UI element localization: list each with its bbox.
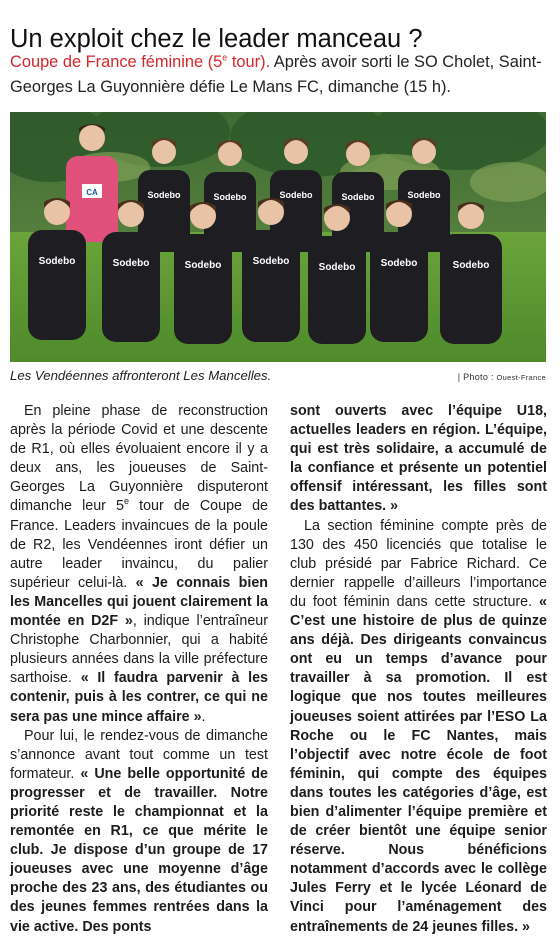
photo-credit-prefix: | Photo : xyxy=(457,372,497,382)
p1-text-b: tour de Coupe de France. Leaders invaincues de la poule de R2, les Vendéennes iront défier un autre leader invaincu, du palier supérieur celui-là. xyxy=(10,498,268,591)
body-paragraph-1 xyxy=(10,402,268,727)
p1-sup: e xyxy=(124,496,130,507)
jersey-sponsor: Sodebo xyxy=(252,256,290,267)
p3-text-a: La section féminine compte près de 130 des 450 licenciés que totalise le club présidé par Fabrice Richard. Ce dernier rappelle d’ailleurs l’importance du foot féminin dans cette structure. xyxy=(290,517,547,610)
jersey-sponsor: Sodebo xyxy=(147,190,181,200)
body-paragraph-2 xyxy=(10,727,268,937)
lead-text: Après avoir sorti le SO Cholet, Saint-Georges La Guyonnière défie Le Mans FC, dimanche (15 h). xyxy=(10,53,542,96)
team-photo-illustration xyxy=(10,112,546,362)
p2-quote: « Une belle opportunité de progresser et de travailler. Notre priorité reste le championnat et la remontée en R1, ce que mérite le club. Je dispose d’un groupe de 17 joueuses avec une moyenne d’âge proche des 23 ans, des étudiantes ou des jeunes femmes rentrées dans la vie active. Des ponts xyxy=(10,765,268,935)
jersey-sponsor: Sodebo xyxy=(38,256,76,267)
jersey-sponsor: Sodebo xyxy=(341,192,375,202)
p1-quote-1: « Je connais bien les Mancelles qui jouent clairement la montée en D2F » xyxy=(10,574,269,630)
jersey-sponsor: Sodebo xyxy=(184,260,222,271)
body-column-right xyxy=(290,402,547,937)
body-paragraph-2-cont xyxy=(290,402,547,517)
body-paragraph-3 xyxy=(290,517,547,937)
photo-credit xyxy=(458,372,546,382)
lead-kicker-main: Coupe de France féminine (5 xyxy=(10,53,223,71)
body-column-left xyxy=(10,402,268,937)
jersey-sponsor: Sodebo xyxy=(213,192,247,202)
p1-text-c: , indique l’entraîneur Christophe Charbonnier, qui a habité plusieurs années dans la ville préfecture sarthoise. xyxy=(10,613,268,687)
lead-kicker-end: tour). xyxy=(227,53,271,71)
team-photo xyxy=(10,112,546,362)
p1-text-d: . xyxy=(201,708,206,725)
p1-quote-2: « Il faudra parvenir à les contenir, puis à les contrer, ce qui ne sera pas une mince affaire » xyxy=(10,670,268,725)
jersey-sponsor: Sodebo xyxy=(407,190,441,200)
p3-quote: « C’est une histoire de plus de quinze ans déjà. Des dirigeants convaincus ont eu un temps d’avance pour travailler à sa promotion. Il est logique que nos toutes meilleures joueuses soient attirées par l’ESO La Roche ou le FC Nantes, mais l’objectif avec notre école de foot féminin, qui compte des équipes dans toutes les catégories d’âge, est bien d’alimenter l’équipe première et de créer bientôt une équipe senior réserve. Nous bénéficions notamment d’accords avec le collège Jules Ferry et le lycée Léonard de Vinci pour l’aménagement des entraînements de 24 jeunes filles. » xyxy=(290,593,547,935)
lead-kicker-sup: e xyxy=(222,52,228,63)
p1-text-a: En pleine phase de reconstruction après la période Covid et une descente de R1, où elles évoluaient encore il y a deux ans, les joueuses de Saint-Georges La Guyonnière disputeront dimanche leur 5 xyxy=(10,403,268,515)
lead-kicker xyxy=(10,53,270,71)
keeper-jersey-logo: CA xyxy=(86,188,98,197)
p2-quote-continued: sont ouverts avec l’équipe U18, actuelles leaders en région. L’équipe, qui est très solidaire, a accumulé de la confiance et présente un potentiel offensif intéressant, les filles sont des battantes. » xyxy=(290,403,547,515)
jersey-sponsor: Sodebo xyxy=(380,258,418,269)
p2-text-a: Pour lui, le rendez-vous de dimanche s’annonce avant tout comme un test formateur. xyxy=(10,727,268,782)
photo-credit-source: Ouest-France xyxy=(496,373,546,382)
jersey-sponsor: Sodebo xyxy=(279,190,313,200)
jersey-sponsor: Sodebo xyxy=(112,258,150,269)
headline: Un exploit chez le leader manceau ? xyxy=(10,25,423,54)
jersey-sponsor: Sodebo xyxy=(318,262,356,273)
lead-paragraph xyxy=(10,50,555,100)
jersey-sponsor: Sodebo xyxy=(452,260,490,271)
photo-caption: Les Vendéennes affronteront Les Mancelles. xyxy=(10,368,272,383)
